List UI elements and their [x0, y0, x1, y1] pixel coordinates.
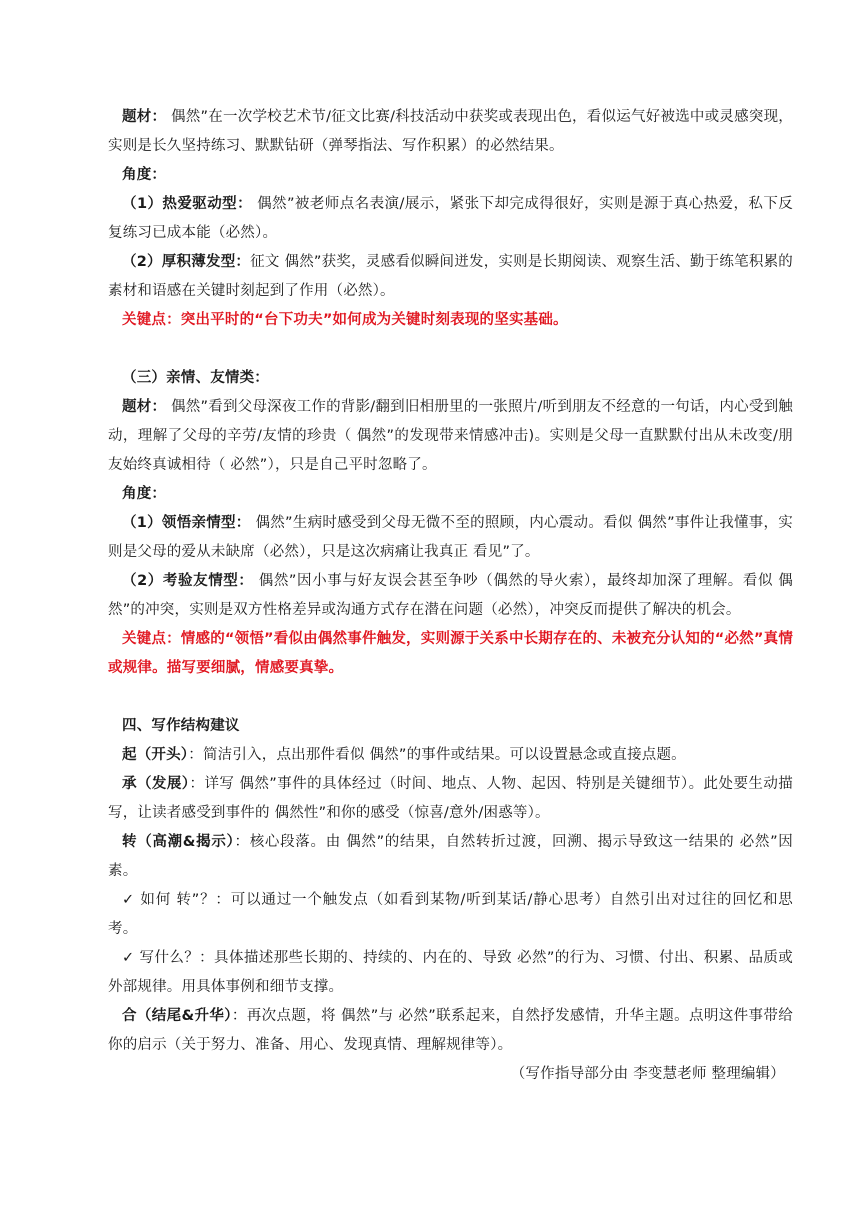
structure-development: [108, 770, 793, 828]
section-label: 四、写作结构建议: [122, 718, 240, 734]
paragraph-angle-passion: [108, 190, 793, 248]
angle-family-text: 偶然”生病时感受到父母无微不至的照顾，内心震动。看似 偶然”事件让我懂事，实则是父母的爱从未缺席（必然），只是这次病痛让我真正 看见”了。: [108, 515, 793, 560]
structure-climax: [108, 828, 793, 886]
paragraph-angle-family: [108, 509, 793, 567]
structure-climax-text: ：核心段落。由 偶然”的结果，自然转折过渡，回溯、揭示导致这一结果的 必然”因素。: [108, 834, 794, 879]
spacer: [108, 683, 793, 712]
structure-climax-label: 转（高潮&揭示）: [122, 834, 235, 850]
structure-tip-how: ✓ 如何 转”？：可以通过一个触发点（如看到某物/听到某话/静心思考）自然引出对过往的回忆和思考。: [108, 892, 793, 937]
paragraph-topic-2: [108, 393, 793, 480]
section-label: （三）亲情、友情类：: [122, 370, 269, 386]
paragraph-angle-friendship: [108, 567, 793, 625]
structure-development-text: ：详写 偶然”事件的具体经过（时间、地点、人物、起因、特别是关键细节）。此处要生动描写，让读者感受到事件的 偶然性”和你的感受（惊喜/意外/困惑等）。: [108, 776, 793, 821]
structure-ending-text: ：再次点题，将 偶然”与 必然”联系起来，自然抒发感情，升华主题。点明这件事带给你的启示（关于努力、准备、用心、发现真情、理解规律等）。: [108, 1008, 793, 1053]
topic-text: 偶然”在一次学校艺术节/征文比赛/科技活动中获奖或表现出色，看似运气好被选中或灵感突现，实则是长久坚持练习、默默钻研（弹琴指法、写作积累）的必然结果。: [108, 109, 793, 154]
structure-ending: [108, 1002, 793, 1060]
angle-friendship-text: 偶然”因小事与好友误会甚至争吵（偶然的导火索），最终却加深了理解。看似 偶然”的冲突，实则是双方性格差异或沟通方式存在潜在问题（必然），冲突反而提供了解决的机会。: [108, 573, 793, 618]
paragraph-angle-heading-2: [108, 480, 793, 509]
structure-ending-label: 合（结尾&升华）: [122, 1008, 232, 1024]
angle-label: 角度：: [122, 486, 167, 502]
document-body: [108, 103, 793, 1089]
topic-label: 题材：: [122, 399, 167, 415]
section-heading-family-friendship: [108, 364, 793, 393]
structure-development-label: 承（发展）: [122, 776, 190, 792]
angle-passion-label: （1）热爱驱动型：: [122, 196, 253, 212]
paragraph-angle-heading-1: [108, 161, 793, 190]
topic-label: 题材：: [122, 109, 167, 125]
structure-opening: [108, 741, 793, 770]
spacer: [108, 335, 793, 364]
angle-label: 角度：: [122, 167, 167, 183]
structure-opening-text: ：简洁引入，点出那件看似 偶然”的事件或结果。可以设置悬念或直接点题。: [188, 747, 686, 763]
section-heading-structure: [108, 712, 793, 741]
angle-accumulation-text: 征文 偶然”获奖，灵感看似瞬间迸发，实则是长期阅读、观察生活、勤于练笔积累的素材和语感在关键时刻起到了作用（必然）。: [108, 254, 794, 299]
angle-accumulation-label: （2）厚积薄发型：: [122, 254, 251, 270]
key-point-1: 关键点：突出平时的“台下功夫”如何成为关键时刻表现的坚实基础。: [122, 312, 568, 328]
paragraph-angle-accumulation: [108, 248, 793, 306]
structure-opening-label: 起（开头）: [122, 747, 189, 763]
structure-tip-what: ✓ 写什么？：具体描述那些长期的、持续的、内在的、导致 必然”的行为、习惯、付出、积累、品质或外部规律。用具体事例和细节支撑。: [108, 950, 793, 995]
topic-text: 偶然”看到父母深夜工作的背影/翻到旧相册里的一张照片/听到朋友不经意的一句话，内心受到触动，理解了父母的辛劳/友情的珍贵（ 偶然”的发现带来情感冲击)。实则是父母一直默默付出从未改变/朋友始终真诚相待（ 必然”），只是自己平时忽略了。: [108, 399, 793, 473]
angle-passion-text: 偶然”被老师点名表演/展示，紧张下却完成得很好，实则是源于真心热爱，私下反复练习已成本能（必然）。: [108, 196, 793, 241]
angle-friendship-label: （2）考验友情型：: [122, 573, 254, 589]
paragraph-topic-1: [108, 103, 793, 161]
angle-family-label: （1）领悟亲情型：: [122, 515, 251, 531]
author-credit: （写作指导部分由 李变慧老师 整理编辑）: [510, 1066, 785, 1082]
key-point-2: 关键点：情感的“领悟”看似由偶然事件触发，实则源于关系中长期存在的、未被充分认知的“必然”真情或规律。描写要细腻，情感要真挚。: [108, 631, 794, 676]
